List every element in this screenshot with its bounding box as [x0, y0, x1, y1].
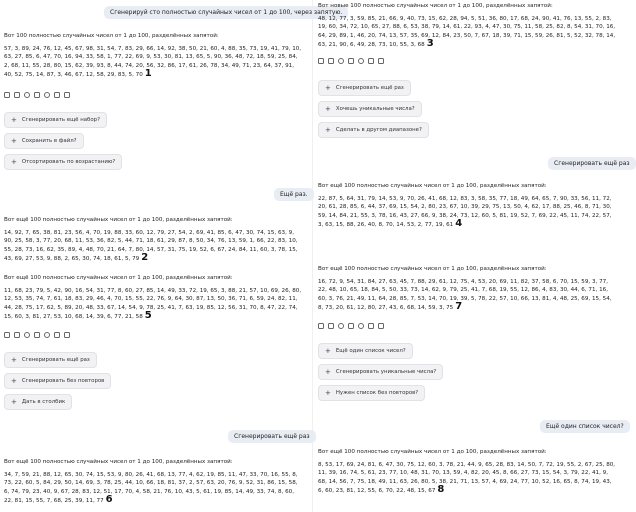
- plus-icon: +: [325, 347, 331, 355]
- message-intro: Вот ещё 100 полностью случайных чисел от 1 до 100, разделённых запятой:: [4, 275, 233, 281]
- chip-label: Отсортировать по возрастанию?: [21, 159, 116, 165]
- annotation-number: 2: [141, 252, 149, 264]
- suggestion-chip[interactable]: [4, 373, 111, 389]
- chip-label: Сгенерировать ещё раз: [21, 357, 90, 363]
- message-intro: Вот новые 100 полностью случайных чисел от 1 до 100, разделённых запятой:: [318, 3, 553, 9]
- copy-icon[interactable]: [348, 323, 354, 329]
- suggestion-chip[interactable]: [318, 385, 425, 401]
- numbers-list: 48, 12, 77, 3, 59, 85, 21, 66, 9, 40, 73, 15, 62, 28, 94, 5, 51, 36, 80, 17, 68, 24, 90, 41, 76, 13, 55, 2, 83, 19, 60, 34, 72, 10, 65, 27, 88, 6, 53, 38, 79, 14, 61, 22, 93, 4, 47, 30, 75, 11, 58, 25, 82, 8, 54, 31, 70, 16, 64, 29, 89, 1, 46, 20, 74, 13, 57, 35, 69, 12, 84, 23, 50, 7, 67, 18, 39, 71, 15, 59, 26, 81, 5, 52, 32, 78, 14, 63, 21, 90, 6, 49, 28, 73, 10, 55, 3, 68: [318, 15, 616, 49]
- assistant-message: [4, 274, 304, 322]
- user-message: Сгенерировать ещё раз: [548, 157, 636, 170]
- more-icon[interactable]: [378, 323, 384, 329]
- plus-icon: +: [11, 158, 17, 166]
- plus-icon: +: [325, 368, 331, 376]
- message-actions[interactable]: [318, 58, 384, 64]
- chip-label: Сделать в другом диапазоне?: [335, 127, 422, 133]
- annotation-number: 7: [455, 301, 463, 313]
- suggestion-chip[interactable]: [318, 80, 411, 96]
- annotation-number: 8: [437, 484, 445, 496]
- speaker-icon[interactable]: [44, 332, 50, 338]
- numbers-list: 8, 53, 17, 69, 24, 81, 6, 47, 30, 75, 12, 60, 3, 78, 21, 44, 9, 65, 28, 83, 14, 50, 7, 72, 19, 55, 2, 67, 25, 80, 11, 39, 16, 74, 5, 61, 23, 77, 10, 48, 31, 70, 13, 59, 4, 82, 20, 45, 8, 66, 27, 73, 15, 54, 3, 79, 22, 41, 9, 68, 14, 56, 7, 75, 18, 49, 11, 63, 26, 80, 5, 38, 21, 71, 13, 57, 4, 69, 24, 77, 10, 52, 16, 65, 8, 74, 19, 43, 6, 60, 23, 81, 12, 55, 6, 70, 22, 48, 15, 67: [318, 461, 616, 495]
- thumbs-up-icon[interactable]: [318, 58, 324, 64]
- message-intro: Вот ещё 100 полностью случайных чисел от 1 до 100, разделённых запятой:: [318, 183, 547, 189]
- annotation-number: 5: [144, 310, 152, 322]
- suggestion-chip[interactable]: [4, 394, 72, 410]
- message-intro: Вот ещё 100 полностью случайных чисел от 1 до 100, разделённых запятой:: [4, 459, 233, 465]
- thumbs-down-icon[interactable]: [328, 58, 334, 64]
- message-intro: Вот 100 полностью случайных чисел от 1 до 100, разделённых запятой:: [4, 33, 219, 39]
- speaker-icon[interactable]: [358, 58, 364, 64]
- regenerate-icon[interactable]: [338, 58, 344, 64]
- annotation-number: 3: [426, 38, 434, 50]
- user-message: Ещё раз.: [274, 188, 314, 201]
- user-message: Ещё один список чисел?: [540, 420, 630, 433]
- plus-icon: +: [11, 116, 17, 124]
- numbers-list: 14, 92, 7, 65, 38, 81, 23, 56, 4, 70, 19, 88, 33, 60, 12, 79, 27, 54, 2, 69, 41, 85, 6, 47, 30, 74, 15, 63, 9, 90, 25, 58, 3, 77, 20, 68, 11, 53, 36, 82, 5, 44, 71, 18, 61, 29, 87, 8, 50, 34, 76, 13, 59, 1, 66, 22, 83, 10, 55, 28, 73, 16, 62, 35, 89, 4, 48, 70, 21, 64, 7, 80, 14, 57, 31, 75, 19, 52, 6, 67, 24, 84, 11, 60, 3, 78, 15, 43, 69, 27, 53, 9, 88, 2, 65, 30, 74, 18, 61, 5, 79: [4, 229, 298, 263]
- assistant-message: [318, 182, 618, 230]
- suggestion-chip[interactable]: [318, 343, 413, 359]
- more-icon[interactable]: [64, 92, 70, 98]
- regenerate-icon[interactable]: [24, 332, 30, 338]
- suggestion-chip[interactable]: [318, 122, 429, 138]
- suggestion-chip[interactable]: [318, 364, 443, 380]
- plus-icon: +: [325, 126, 331, 134]
- thumbs-down-icon[interactable]: [328, 323, 334, 329]
- thumbs-down-icon[interactable]: [14, 92, 20, 98]
- message-actions[interactable]: [318, 323, 384, 329]
- speaker-icon[interactable]: [44, 92, 50, 98]
- chat-column-right[interactable]: [314, 0, 628, 512]
- user-message: Сгенерировать ещё раз: [228, 430, 316, 443]
- share-icon[interactable]: [368, 58, 374, 64]
- annotation-number: 6: [105, 494, 113, 506]
- plus-icon: +: [325, 389, 331, 397]
- suggestion-chip[interactable]: [4, 112, 107, 128]
- suggestion-chip[interactable]: [4, 154, 122, 170]
- share-icon[interactable]: [54, 92, 60, 98]
- chip-label: Сохранить в файл?: [21, 138, 77, 144]
- assistant-message: [318, 265, 618, 313]
- thumbs-down-icon[interactable]: [14, 332, 20, 338]
- more-icon[interactable]: [378, 58, 384, 64]
- message-intro: Вот ещё 100 полностью случайных чисел от 1 до 100, разделённых запятой:: [318, 449, 547, 455]
- copy-icon[interactable]: [348, 58, 354, 64]
- thumbs-up-icon[interactable]: [4, 92, 10, 98]
- regenerate-icon[interactable]: [24, 92, 30, 98]
- copy-icon[interactable]: [34, 332, 40, 338]
- speaker-icon[interactable]: [358, 323, 364, 329]
- numbers-list: 57, 3, 89, 24, 76, 12, 45, 67, 98, 31, 54, 7, 83, 29, 66, 14, 92, 38, 50, 21, 60, 4, 88, 35, 73, 19, 41, 79, 10, 63, 27, 85, 6, 47, 70, 16, 94, 33, 58, 1, 77, 22, 69, 9, 53, 30, 81, 13, 65, 5, 90, 36, 48, 72, 18, 59, 25, 84, 2, 68, 11, 55, 28, 80, 15, 62, 39, 93, 8, 44, 74, 20, 56, 32, 86, 17, 61, 26, 78, 34, 49, 71, 23, 64, 37, 91, 40, 52, 75, 14, 87, 3, 46, 67, 12, 58, 29, 83, 5, 70: [4, 45, 302, 79]
- message-actions[interactable]: [4, 92, 70, 98]
- user-message: Сгенерируй сто полностью случайных чисел от 1 до 100, через запятую.: [104, 6, 348, 19]
- more-icon[interactable]: [64, 332, 70, 338]
- chip-label: Хочешь уникальные числа?: [335, 106, 415, 112]
- assistant-message: [318, 2, 618, 50]
- plus-icon: +: [325, 105, 331, 113]
- plus-icon: +: [11, 398, 17, 406]
- numbers-list: 22, 87, 5, 64, 31, 79, 14, 53, 9, 70, 26, 41, 68, 12, 83, 3, 58, 35, 77, 18, 49, 64, 65, 7, 90, 33, 56, 11, 72, 20, 61, 28, 85, 6, 44, 37, 69, 15, 54, 2, 80, 23, 67, 10, 39, 29, 75, 13, 50, 4, 62, 17, 88, 25, 46, 8, 71, 30, 59, 14, 84, 21, 55, 3, 78, 16, 43, 27, 66, 9, 38, 24, 73, 12, 60, 5, 81, 19, 52, 7, 69, 22, 45, 11, 74, 22, 57, 3, 63, 15, 88, 26, 40, 8, 70, 14, 53, 2, 77, 19, 61: [318, 195, 612, 229]
- suggestion-chip[interactable]: [4, 352, 97, 368]
- copy-icon[interactable]: [34, 92, 40, 98]
- plus-icon: +: [11, 356, 17, 364]
- message-intro: Вот ещё 100 полностью случайных чисел от 1 до 100, разделённых запятой:: [318, 266, 547, 272]
- chip-label: Сгенерировать уникальные числа?: [335, 369, 437, 375]
- message-actions[interactable]: [4, 332, 70, 338]
- chip-label: Сгенерировать без повторов: [21, 378, 105, 384]
- plus-icon: +: [11, 377, 17, 385]
- plus-icon: +: [11, 137, 17, 145]
- chip-label: Ещё один список чисел?: [335, 348, 406, 354]
- share-icon[interactable]: [54, 332, 60, 338]
- assistant-message: [4, 458, 304, 506]
- chip-label: Дать в столбик: [21, 399, 66, 405]
- numbers-list: 11, 68, 23, 79, 5, 42, 90, 16, 54, 31, 77, 8, 60, 27, 85, 14, 49, 33, 72, 19, 65, 3, 88, 21, 57, 10, 69, 26, 80, 12, 53, 35, 74, 7, 61, 18, 83, 29, 46, 4, 70, 15, 55, 22, 76, 9, 64, 30, 87, 13, 50, 36, 71, 6, 59, 24, 82, 11, 44, 28, 75, 17, 62, 5, 89, 20, 48, 33, 67, 14, 54, 9, 78, 25, 41, 7, 63, 19, 85, 12, 56, 31, 70, 8, 47, 22, 74, 15, 60, 3, 81, 27, 53, 10, 68, 14, 39, 6, 77, 21, 58: [4, 287, 302, 321]
- plus-icon: +: [325, 84, 331, 92]
- annotation-number: 1: [144, 68, 152, 80]
- numbers-list: 34, 7, 59, 21, 88, 12, 65, 30, 74, 15, 53, 9, 80, 26, 41, 68, 13, 77, 4, 62, 19, 85, 11, 47, 33, 70, 16, 55, 8, 73, 22, 60, 5, 84, 29, 50, 14, 69, 3, 78, 25, 44, 10, 66, 18, 81, 37, 2, 57, 63, 20, 76, 9, 52, 31, 86, 15, 58, 6, 74, 79, 23, 40, 9, 67, 28, 83, 12, 51, 17, 70, 4, 58, 21, 76, 10, 43, 5, 61, 19, 85, 14, 49, 33, 74, 8, 60, 22, 81, 15, 55, 7, 68, 25, 39, 11, 77: [4, 471, 298, 505]
- chip-label: Сгенерировать ещё раз: [335, 85, 404, 91]
- suggestion-chip[interactable]: [4, 133, 84, 149]
- assistant-message: [4, 32, 304, 80]
- suggestion-chip[interactable]: [318, 101, 422, 117]
- message-intro: Вот ещё 100 полностью случайных чисел от 1 до 100, разделённых запятой:: [4, 217, 233, 223]
- thumbs-up-icon[interactable]: [318, 323, 324, 329]
- annotation-number: 4: [455, 218, 463, 230]
- assistant-message: [318, 448, 618, 496]
- regenerate-icon[interactable]: [338, 323, 344, 329]
- assistant-message: [4, 216, 304, 264]
- share-icon[interactable]: [368, 323, 374, 329]
- chip-label: Нужен список без повторов?: [335, 390, 419, 396]
- chip-label: Сгенерировать ещё набор?: [21, 117, 100, 123]
- thumbs-up-icon[interactable]: [4, 332, 10, 338]
- numbers-list: 16, 72, 9, 54, 31, 84, 27, 63, 45, 7, 88, 29, 61, 12, 75, 4, 53, 20, 69, 11, 82, 37, 58, 6, 70, 15, 59, 3, 77, 22, 48, 10, 65, 18, 84, 5, 50, 33, 73, 14, 62, 9, 79, 25, 41, 7, 68, 19, 55, 12, 86, 4, 83, 30, 44, 6, 71, 16, 60, 3, 76, 21, 49, 11, 64, 28, 85, 7, 53, 14, 70, 19, 39, 5, 78, 22, 57, 10, 66, 13, 81, 4, 48, 25, 69, 15, 54, 8, 73, 20, 61, 12, 80, 27, 43, 6, 68, 14, 59, 3, 75: [318, 278, 612, 312]
